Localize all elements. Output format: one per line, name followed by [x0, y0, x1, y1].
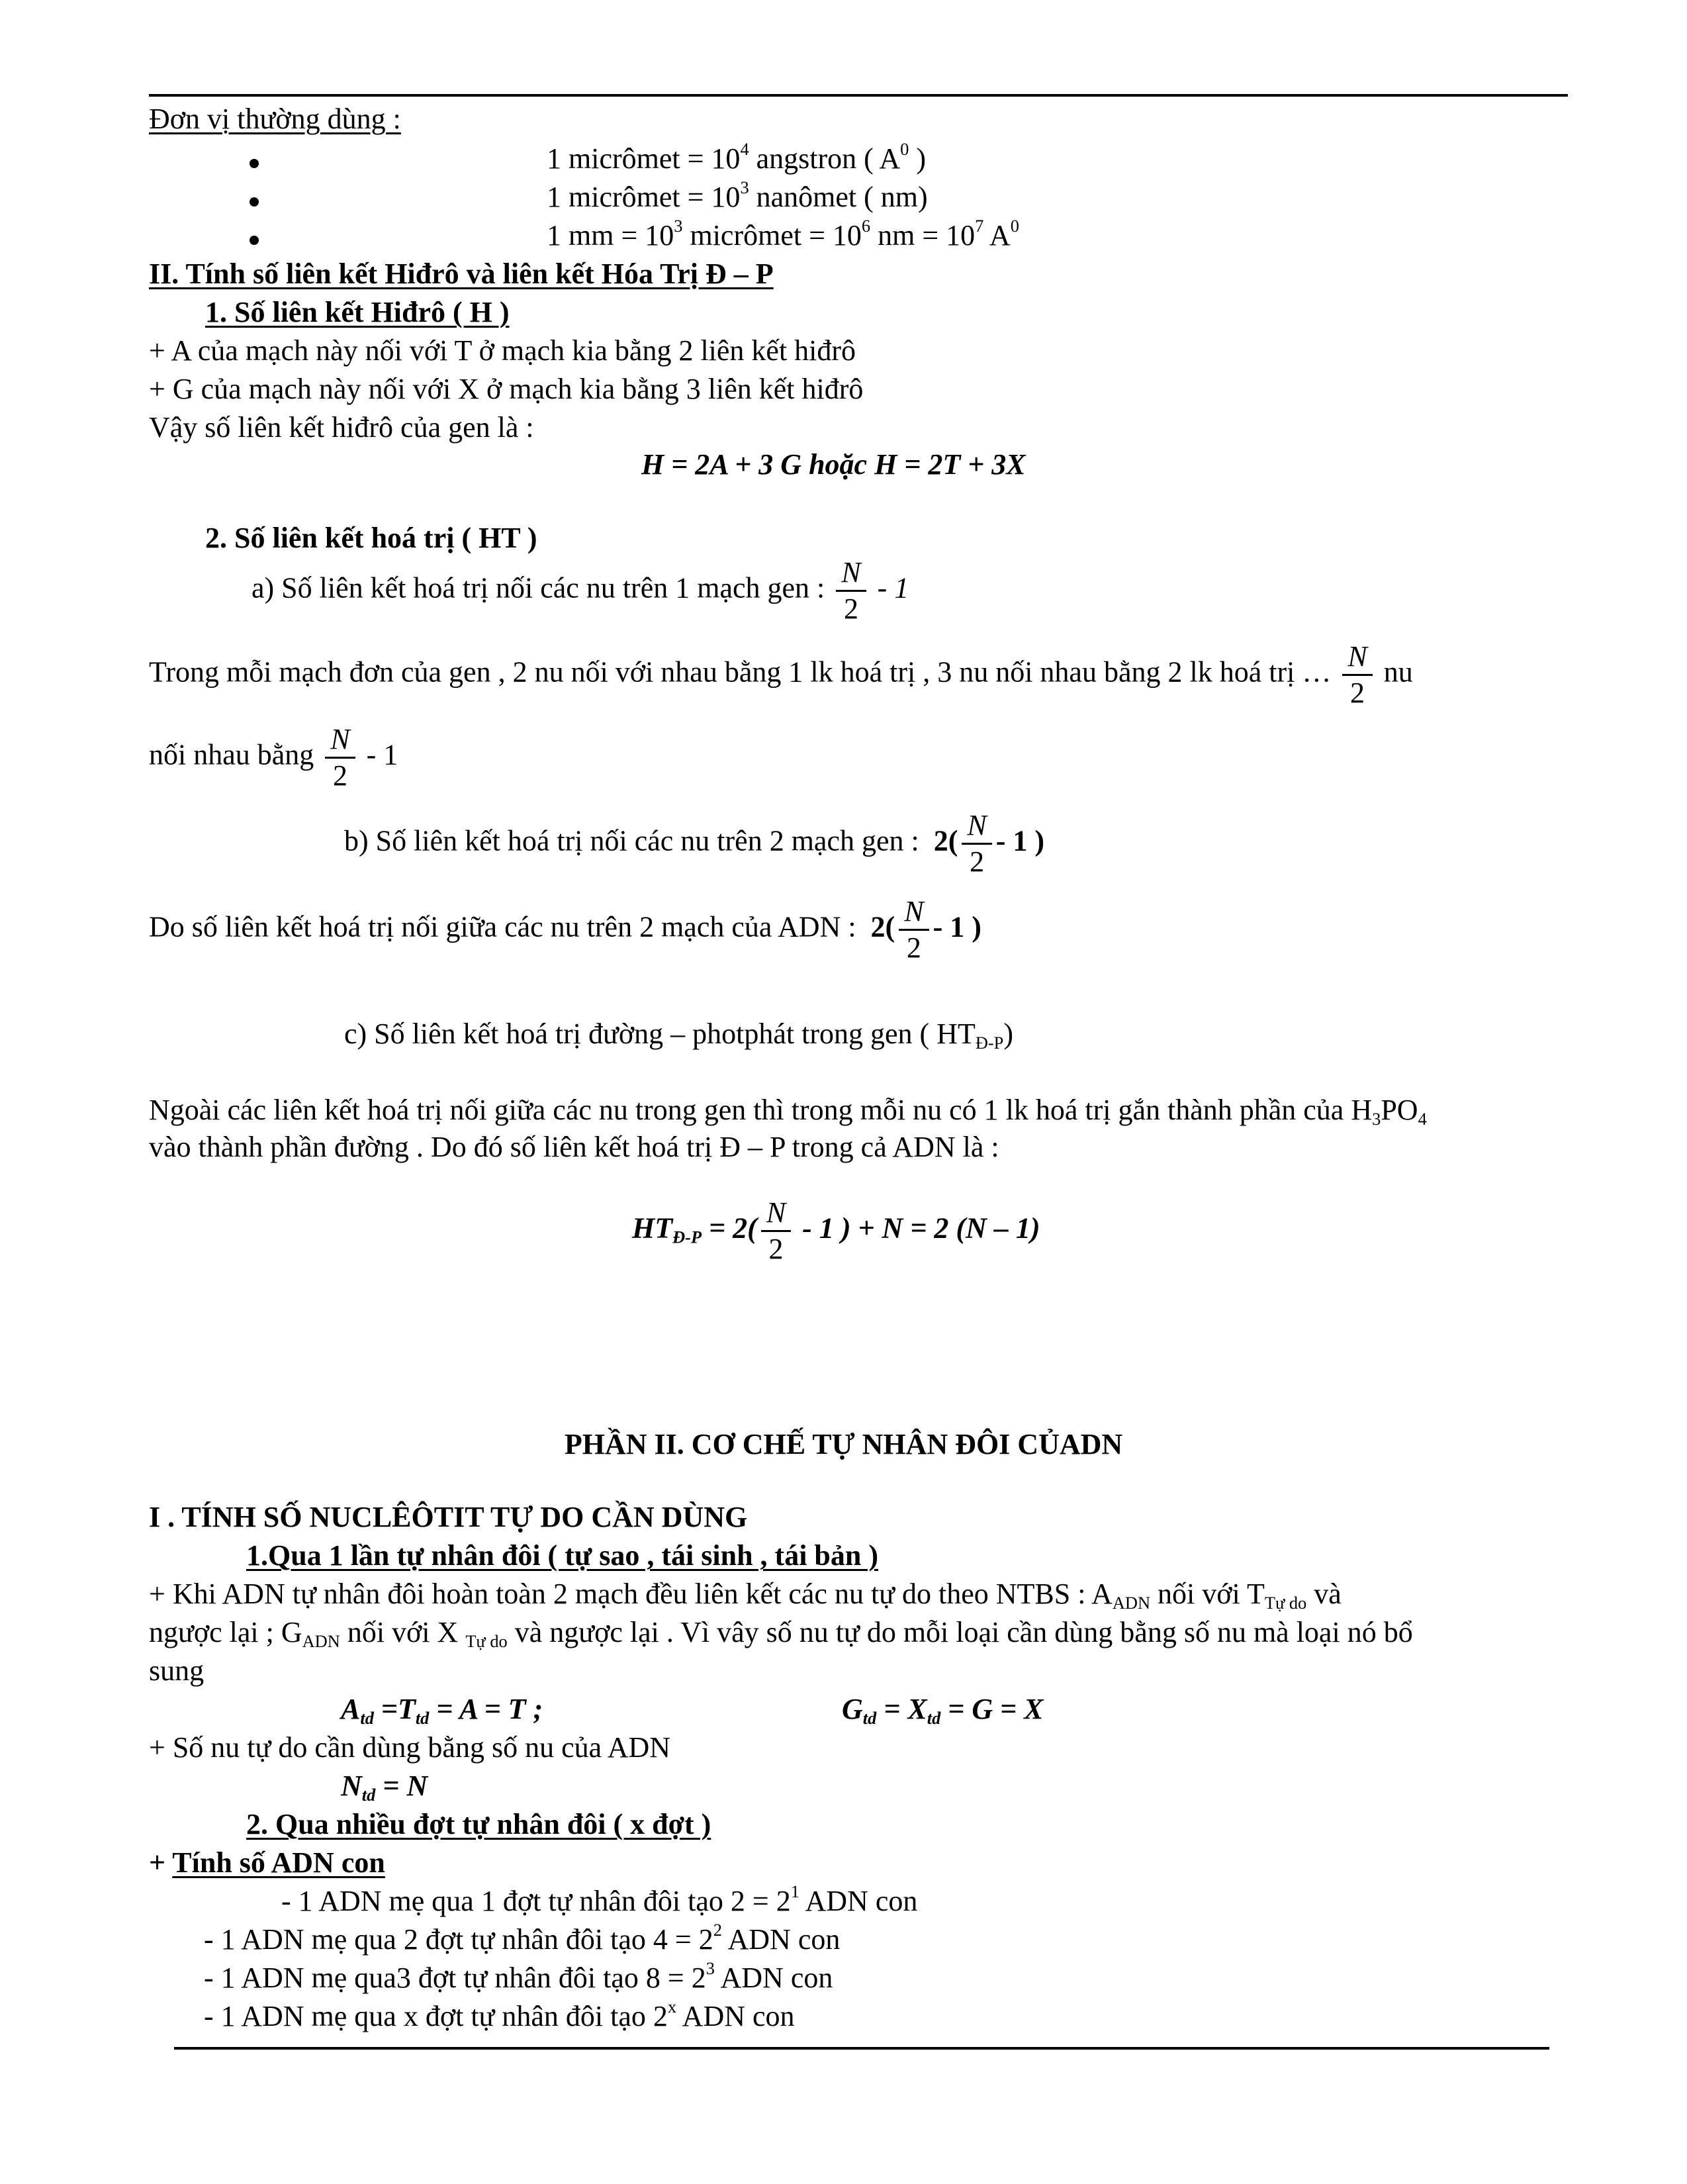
fraction: $\frac{N}{2}$ — [325, 725, 355, 790]
unit-line-3: 1 mm = $10^3$ micrômet = $10^6$ nm = $10^7$ $A^0$ — [547, 216, 1019, 252]
subheading-multiple-replications: 2. Qua nhiều đợt tự nhân đôi ( x đợt ) — [246, 1808, 711, 1840]
units-heading: Đơn vị thường dùng : — [149, 103, 401, 135]
fraction: $\frac{N}{2}$ — [899, 897, 929, 963]
text-line: sung — [149, 1654, 205, 1687]
subheading-one-replication: 1.Qua 1 lần tự nhân đôi ( tự sao , tái sinh , tái bản ) — [246, 1539, 879, 1572]
paragraph-line: Trong mỗi mạch đơn của gen , 2 nu nối với nhau bằng 1 lk hoá trị , 3 nu nối nhau bằng 2 lk hoá trị … $\frac{N}{2}$ nu — [149, 640, 1413, 709]
list-item: - 1 ADN mẹ qua x đợt tự nhân đôi tạo 2$^x$ ADN con — [204, 1997, 795, 2032]
unit-line-2: 1 micrômet = $10^3$ nanômet ( nm) — [547, 177, 928, 213]
unit-line-1: 1 micrômet = $10^4$ angstron ( $A^0$ ) — [547, 139, 927, 175]
text-line: Vậy số liên kết hiđrô của gen là : — [149, 411, 534, 444]
paragraph-line: nối nhau bằng $\frac{N}{2}$ - 1 — [149, 723, 398, 792]
subheading-daughter-dna: + Tính số ADN con — [149, 1846, 385, 1879]
paragraph-line: Ngoài các liên kết hoá trị nối giữa các nu trong gen thì trong mỗi nu có 1 lk hoá trị gắn thành phần của $H_3PO_4$ — [149, 1094, 1427, 1129]
section-title-free-nucleotides: I . TÍNH SỐ NUCLÊÔTIT TỰ DO CẦN DÙNG — [149, 1501, 748, 1533]
list-item: - 1 ADN mẹ qua 1 đợt tự nhân đôi tạo $2 = 2^1$ ADN con — [281, 1881, 918, 1917]
fraction: $\frac{N}{2}$ — [761, 1198, 791, 1264]
text-line: + Số nu tự do cần dùng bằng số nu của ADN — [149, 1731, 671, 1764]
list-item: - 1 ADN mẹ qua3 đợt tự nhân đôi tạo $8 = 2^3$ ADN con — [204, 1958, 833, 1994]
text-line: + Khi ADN tự nhân đôi hoàn toàn 2 mạch đều liên kết các nu tự do theo NTBS : $A_{ADN}$ nối với $T_{Tự do}$ và — [149, 1578, 1342, 1613]
text-a-line: a) Số liên kết hoá trị nối các nu trên 1 mạch gen : $\frac{N}{2}$ - 1 — [251, 556, 909, 625]
part-title: PHẦN II. CƠ CHẾ TỰ NHÂN ĐÔI CỦADN — [564, 1428, 1123, 1460]
subheading-covalent: 2. Số liên kết hoá trị ( HT ) — [205, 522, 537, 554]
text-do-line: Do số liên kết hoá trị nối giữa các nu trên 2 mạch của ADN : 2( $\frac{N}{2}$ - 1 ) — [149, 895, 981, 964]
text-line: + G của mạch này nối với X ở mạch kia bằng 3 liên kết hiđrô — [149, 373, 864, 405]
formula-n: $N_{td} = N$ — [341, 1770, 428, 1805]
section-title-hydrogen-bonds: II. Tính số liên kết Hiđrô và liên kết Hóa Trị Đ – P — [149, 258, 774, 290]
text-line: ngược lại ; $G_{ADN}$ nối với X $_{Tự do}$ và ngược lại . Vì vây số nu tự do mỗi loại cần dùng bằng số nu mà loại nó bổ — [149, 1616, 1413, 1651]
fraction: $\frac{N}{2}$ — [962, 811, 991, 877]
formula-a-t: $A_{td} =T_{td} = A = T$ ; — [341, 1693, 543, 1728]
text-line: + A của mạch này nối với T ở mạch kia bằng 2 liên kết hiđrô — [149, 334, 856, 367]
formula-h: H = 2A + 3 G hoặc H = 2T + 3X — [641, 448, 1026, 481]
fraction: $\frac{N}{2}$ — [1342, 642, 1372, 708]
bottom-rule — [174, 2047, 1549, 2050]
top-rule — [149, 94, 1568, 97]
text-c-line: c) Số liên kết hoá trị đường – photphát trong gen ( $HT_{Đ-P}$) — [344, 1018, 1014, 1053]
formula-g-x: $G_{td} = X_{td} = G = X$ — [842, 1693, 1044, 1728]
formula-ht-dp: $HT_{Đ-P} = 2$( $\frac{N}{2}$ - 1 ) + N = 2 (N – 1) — [632, 1196, 1040, 1265]
bullet-icon — [250, 197, 259, 207]
subheading-hydrogen: 1. Số liên kết Hiđrô ( H ) — [205, 296, 510, 328]
paragraph-line: vào thành phần đường . Do đó số liên kết hoá trị Đ – P trong cả ADN là : — [149, 1131, 999, 1163]
bullet-icon — [250, 236, 259, 245]
fraction: $\frac{N}{2}$ — [836, 558, 866, 624]
bullet-icon — [250, 159, 259, 168]
list-item: - 1 ADN mẹ qua 2 đợt tự nhân đôi tạo $4 = 2^2$ ADN con — [204, 1920, 841, 1956]
text-b-line: b) Số liên kết hoá trị nối các nu trên 2 mạch gen : 2( $\frac{N}{2}$ - 1 ) — [344, 809, 1045, 878]
